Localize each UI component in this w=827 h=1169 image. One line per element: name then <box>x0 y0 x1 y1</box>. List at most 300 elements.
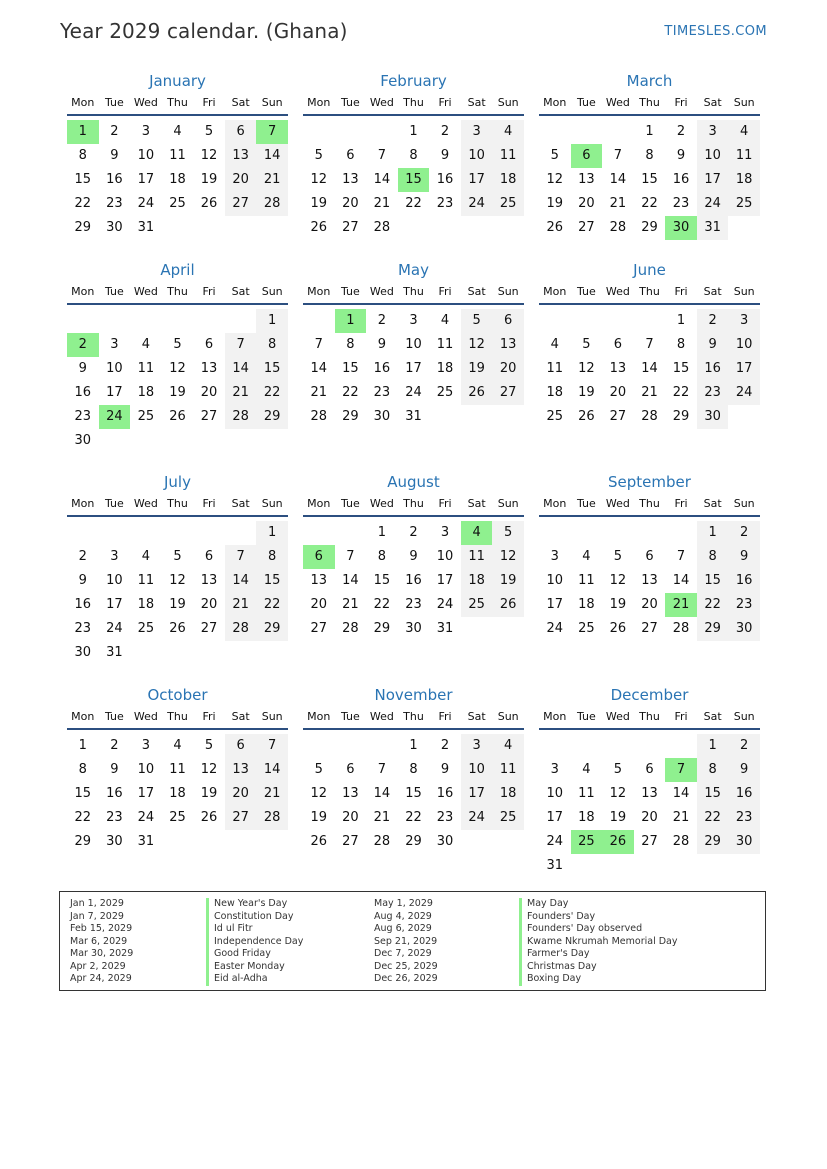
day-cell: 18 <box>492 168 524 192</box>
day-cell: 6 <box>346 148 355 163</box>
legend-holiday-name: Easter Monday <box>206 961 303 974</box>
day-cell: 14 <box>373 786 391 801</box>
brand-link[interactable]: TIMESLES.COM <box>664 24 767 39</box>
day-cell: 18 <box>728 168 760 192</box>
weekday-label: Thu <box>167 710 188 723</box>
day-cell: 4 <box>492 120 524 144</box>
day-cell: 28 <box>641 409 658 424</box>
day-cell: 7 <box>314 337 323 352</box>
day-cell: 3 <box>550 762 559 777</box>
day-cell: 19 <box>169 597 186 612</box>
day-cell: 5 <box>204 124 214 139</box>
day-cell: 22 <box>697 806 729 830</box>
day-cell: 10 <box>546 786 564 801</box>
day-cell: 14 <box>310 361 328 376</box>
day-cell: 19 <box>546 196 564 211</box>
day-cell: 10 <box>697 144 729 168</box>
day-cell: 19 <box>200 786 218 801</box>
day-cell: 19 <box>461 357 493 381</box>
day-cell: 24 <box>137 196 155 211</box>
weekday-label: Mon <box>307 285 331 298</box>
day-cell: 9 <box>440 762 450 777</box>
day-cell: 4 <box>728 120 760 144</box>
day-cell: 8 <box>697 758 729 782</box>
day-cell: 7 <box>645 337 654 352</box>
day-cell: 8 <box>256 333 288 357</box>
day-cell: 26 <box>461 381 493 405</box>
day-cell: 13 <box>342 172 359 187</box>
day-cell: 9 <box>409 549 418 564</box>
weekday-label: Mon <box>543 710 567 723</box>
weekday-label: Thu <box>403 285 424 298</box>
weekday-label: Sat <box>703 710 722 723</box>
day-cell: 9 <box>676 148 686 163</box>
holiday-day-cell: 7 <box>256 120 288 144</box>
day-cell: 7 <box>613 148 623 163</box>
day-cell: 27 <box>641 621 658 636</box>
day-cell: 2 <box>409 525 418 540</box>
weekday-label: Sun <box>497 285 519 298</box>
day-cell: 30 <box>728 617 760 641</box>
weekday-label: Tue <box>340 96 360 109</box>
day-cell: 26 <box>310 220 328 235</box>
day-cell: 6 <box>492 309 524 333</box>
day-cell: 30 <box>405 621 422 636</box>
weekday-label: Fri <box>438 96 452 109</box>
day-cell: 20 <box>578 196 595 211</box>
day-cell: 9 <box>78 573 87 588</box>
legend-right-dates <box>374 898 438 986</box>
weekday-label: Sun <box>497 710 519 723</box>
day-cell: 16 <box>728 569 760 593</box>
weekday-header <box>539 96 760 116</box>
weekday-label: Tue <box>340 285 360 298</box>
day-cell: 23 <box>373 385 391 400</box>
day-cell: 8 <box>346 337 355 352</box>
day-cell: 16 <box>728 782 760 806</box>
weekday-label: Wed <box>605 497 630 510</box>
day-cell: 15 <box>697 569 729 593</box>
day-cell: 8 <box>377 549 387 564</box>
weekday-label: Tue <box>576 285 596 298</box>
day-cell: 18 <box>546 385 564 400</box>
day-cell: 12 <box>609 573 627 588</box>
day-cell: 29 <box>672 409 690 424</box>
day-cell: 9 <box>728 758 760 782</box>
weekday-label: Thu <box>167 285 188 298</box>
day-cell: 22 <box>256 593 288 617</box>
day-cell: 22 <box>373 597 391 612</box>
day-cell: 16 <box>436 172 454 187</box>
day-cell: 7 <box>377 762 387 777</box>
day-cell: 1 <box>645 124 654 139</box>
day-cell: 5 <box>550 148 559 163</box>
day-cell: 15 <box>672 361 690 376</box>
day-cell: 27 <box>225 192 257 216</box>
day-cell: 9 <box>110 148 119 163</box>
day-cell: 1 <box>697 521 729 545</box>
day-cell: 13 <box>225 758 257 782</box>
day-cell: 25 <box>461 593 493 617</box>
holiday-day-cell: 2 <box>67 333 99 357</box>
day-cell: 9 <box>78 361 87 376</box>
day-cell: 21 <box>225 593 257 617</box>
day-cell: 27 <box>200 621 218 636</box>
day-cell: 22 <box>342 385 359 400</box>
day-cell: 22 <box>641 196 658 211</box>
holiday-day-cell: 15 <box>398 168 430 192</box>
day-cell: 2 <box>440 738 450 753</box>
day-cell: 20 <box>225 168 257 192</box>
weekday-label: Fri <box>202 710 216 723</box>
day-cell: 24 <box>461 806 493 830</box>
day-cell: 3 <box>697 120 729 144</box>
day-cell: 2 <box>110 124 119 139</box>
legend-holiday-name: Founders' Day observed <box>519 923 677 936</box>
weekday-label: Fri <box>674 497 688 510</box>
month-title: August <box>387 473 440 491</box>
day-cell: 3 <box>461 734 493 758</box>
day-cell: 12 <box>492 545 524 569</box>
day-cell: 23 <box>405 597 422 612</box>
day-cell: 14 <box>225 569 257 593</box>
day-cell: 25 <box>137 409 155 424</box>
day-cell: 25 <box>492 806 524 830</box>
weekday-label: Sat <box>703 96 722 109</box>
day-cell: 18 <box>461 569 493 593</box>
day-cell: 4 <box>582 762 591 777</box>
day-cell: 28 <box>310 409 328 424</box>
day-cell: 28 <box>609 220 627 235</box>
weekday-label: Sun <box>261 285 283 298</box>
day-cell: 20 <box>609 385 627 400</box>
day-cell: 11 <box>461 545 493 569</box>
day-cell: 10 <box>436 549 454 564</box>
day-cell: 4 <box>141 549 151 564</box>
day-cell: 2 <box>676 124 686 139</box>
day-cell: 29 <box>697 617 729 641</box>
day-cell: 30 <box>106 834 123 849</box>
day-cell: 21 <box>342 597 359 612</box>
legend-holiday-name: Founders' Day <box>519 911 677 924</box>
day-cell: 12 <box>461 333 493 357</box>
day-cell: 4 <box>173 738 182 753</box>
month-title: November <box>374 686 453 704</box>
weekday-label: Mon <box>543 96 567 109</box>
day-cell: 31 <box>106 645 123 660</box>
day-cell: 27 <box>641 834 658 849</box>
day-cell: 21 <box>256 782 288 806</box>
day-cell: 3 <box>141 124 151 139</box>
weekday-header <box>303 710 524 730</box>
day-cell: 14 <box>342 573 359 588</box>
day-cell: 13 <box>200 361 218 376</box>
day-cell: 28 <box>256 806 288 830</box>
weekday-label: Wed <box>369 96 394 109</box>
day-cell: 10 <box>461 144 493 168</box>
legend-holiday-name: Constitution Day <box>206 911 303 924</box>
day-cell: 10 <box>106 573 123 588</box>
day-cell: 27 <box>225 806 257 830</box>
day-cell: 7 <box>225 333 257 357</box>
weekday-label: Sat <box>231 710 250 723</box>
day-cell: 12 <box>169 573 186 588</box>
day-cell: 2 <box>728 734 760 758</box>
weekday-label: Mon <box>307 497 331 510</box>
day-cell: 20 <box>200 597 218 612</box>
day-cell: 22 <box>697 593 729 617</box>
day-cell: 26 <box>609 621 627 636</box>
day-cell: 18 <box>578 810 595 825</box>
day-cell: 8 <box>78 762 87 777</box>
weekday-label: Tue <box>104 285 124 298</box>
holiday-day-cell: 26 <box>602 830 634 854</box>
day-cell: 25 <box>137 621 155 636</box>
day-cell: 1 <box>409 738 418 753</box>
day-cell: 7 <box>377 148 387 163</box>
day-cell: 1 <box>256 521 288 545</box>
legend-holiday-name: Boxing Day <box>519 973 677 986</box>
day-cell: 30 <box>373 409 391 424</box>
day-cell: 11 <box>728 144 760 168</box>
weekday-label: Tue <box>340 710 360 723</box>
day-cell: 6 <box>645 549 654 564</box>
day-cell: 10 <box>461 758 493 782</box>
weekday-header <box>67 710 288 730</box>
day-cell: 5 <box>613 762 623 777</box>
day-cell: 11 <box>137 361 155 376</box>
weekday-label: Mon <box>307 710 331 723</box>
day-cell: 12 <box>609 786 627 801</box>
day-cell: 14 <box>672 786 690 801</box>
day-cell: 28 <box>672 621 690 636</box>
day-cell: 6 <box>225 734 257 758</box>
day-cell: 15 <box>641 172 658 187</box>
weekday-label: Sat <box>467 710 486 723</box>
day-cell: 13 <box>609 361 627 376</box>
day-cell: 31 <box>546 858 564 873</box>
day-cell: 15 <box>256 569 288 593</box>
weekday-header <box>303 285 524 305</box>
day-cell: 15 <box>342 361 359 376</box>
day-cell: 25 <box>728 192 760 216</box>
weekday-label: Fri <box>438 285 452 298</box>
weekday-label: Fri <box>674 285 688 298</box>
legend-right-names <box>519 898 677 986</box>
day-cell: 10 <box>546 573 564 588</box>
weekday-label: Sun <box>497 497 519 510</box>
weekday-header <box>539 710 760 730</box>
day-cell: 22 <box>405 196 422 211</box>
weekday-label: Sat <box>467 285 486 298</box>
day-cell: 13 <box>225 144 257 168</box>
day-cell: 25 <box>578 621 595 636</box>
day-cell: 20 <box>310 597 328 612</box>
legend-left-names <box>206 898 303 986</box>
day-cell: 12 <box>200 148 218 163</box>
day-cell: 21 <box>256 168 288 192</box>
day-cell: 29 <box>405 834 422 849</box>
day-cell: 30 <box>106 220 123 235</box>
legend-holiday-name: Farmer's Day <box>519 948 677 961</box>
day-cell: 16 <box>405 573 422 588</box>
day-cell: 12 <box>578 361 595 376</box>
day-cell: 18 <box>169 172 186 187</box>
day-cell: 27 <box>342 220 359 235</box>
day-cell: 17 <box>106 385 123 400</box>
day-cell: 3 <box>728 309 760 333</box>
day-cell: 10 <box>405 337 422 352</box>
day-cell: 2 <box>697 309 729 333</box>
day-cell: 8 <box>645 148 654 163</box>
day-cell: 14 <box>672 573 690 588</box>
legend-holiday-name: Christmas Day <box>519 961 677 974</box>
day-cell: 31 <box>697 216 729 240</box>
day-cell: 15 <box>405 786 422 801</box>
day-cell: 17 <box>137 786 155 801</box>
day-cell: 17 <box>461 782 493 806</box>
weekday-label: Sun <box>261 497 283 510</box>
day-cell: 6 <box>346 762 355 777</box>
day-cell: 17 <box>546 810 564 825</box>
day-cell: 16 <box>672 172 690 187</box>
month-title: July <box>164 473 191 491</box>
weekday-label: Sat <box>703 285 722 298</box>
weekday-label: Sat <box>231 497 250 510</box>
legend-holiday-name: Independence Day <box>206 936 303 949</box>
day-cell: 31 <box>137 834 155 849</box>
day-cell: 23 <box>74 621 92 636</box>
day-cell: 27 <box>609 409 627 424</box>
day-cell: 3 <box>141 738 151 753</box>
day-cell: 9 <box>697 333 729 357</box>
day-cell: 3 <box>461 120 493 144</box>
day-cell: 11 <box>546 361 564 376</box>
weekday-label: Wed <box>369 497 394 510</box>
holiday-day-cell: 25 <box>571 830 603 854</box>
day-cell: 12 <box>200 762 218 777</box>
day-cell: 5 <box>582 337 591 352</box>
day-cell: 16 <box>697 357 729 381</box>
weekday-label: Mon <box>71 285 95 298</box>
holiday-day-cell: 1 <box>67 120 99 144</box>
weekday-label: Tue <box>104 710 124 723</box>
day-cell: 17 <box>436 573 454 588</box>
month-title: February <box>380 72 447 90</box>
day-cell: 14 <box>256 758 288 782</box>
day-cell: 26 <box>310 834 328 849</box>
day-cell: 25 <box>436 385 454 400</box>
day-cell: 28 <box>256 192 288 216</box>
day-cell: 17 <box>728 357 760 381</box>
day-cell: 22 <box>405 810 422 825</box>
weekday-label: Fri <box>202 497 216 510</box>
weekday-label: Thu <box>639 710 660 723</box>
day-cell: 29 <box>342 409 359 424</box>
weekday-label: Sat <box>231 96 250 109</box>
day-cell: 2 <box>440 124 450 139</box>
month-title: June <box>633 261 666 279</box>
day-cell: 12 <box>169 361 186 376</box>
day-cell: 17 <box>137 172 155 187</box>
day-cell: 6 <box>225 120 257 144</box>
day-cell: 21 <box>373 810 391 825</box>
day-cell: 25 <box>169 196 186 211</box>
day-cell: 27 <box>342 834 359 849</box>
day-cell: 2 <box>110 738 119 753</box>
day-cell: 26 <box>492 593 524 617</box>
weekday-label: Wed <box>369 285 394 298</box>
day-cell: 28 <box>225 617 257 641</box>
weekday-label: Tue <box>104 497 124 510</box>
day-cell: 16 <box>74 385 92 400</box>
day-cell: 13 <box>578 172 595 187</box>
weekday-label: Tue <box>104 96 124 109</box>
weekday-label: Tue <box>576 710 596 723</box>
day-cell: 18 <box>578 597 595 612</box>
weekday-header <box>67 96 288 116</box>
weekday-label: Sun <box>733 96 755 109</box>
weekday-label: Mon <box>71 710 95 723</box>
legend-date: Apr 24, 2029 <box>70 973 132 984</box>
day-cell: 8 <box>409 148 418 163</box>
day-cell: 24 <box>436 597 454 612</box>
day-cell: 7 <box>256 734 288 758</box>
day-cell: 22 <box>74 810 92 825</box>
day-cell: 24 <box>106 621 123 636</box>
weekday-label: Wed <box>133 710 158 723</box>
weekday-label: Fri <box>674 96 688 109</box>
day-cell: 26 <box>200 196 218 211</box>
holiday-day-cell: 1 <box>335 309 367 333</box>
day-cell: 7 <box>225 545 257 569</box>
day-cell: 22 <box>74 196 92 211</box>
day-cell: 7 <box>676 549 686 564</box>
day-cell: 29 <box>697 830 729 854</box>
day-cell: 1 <box>256 309 288 333</box>
day-cell: 28 <box>225 405 257 429</box>
day-cell: 12 <box>310 172 328 187</box>
weekday-label: Sun <box>261 96 283 109</box>
holiday-legend <box>59 891 766 991</box>
day-cell: 11 <box>578 573 595 588</box>
day-cell: 18 <box>169 786 186 801</box>
holiday-day-cell: 7 <box>665 758 697 782</box>
day-cell: 9 <box>440 148 450 163</box>
day-cell: 4 <box>582 549 591 564</box>
legend-date: Aug 4, 2029 <box>374 910 432 922</box>
day-cell: 18 <box>137 597 155 612</box>
day-cell: 2 <box>728 521 760 545</box>
day-cell: 5 <box>204 738 214 753</box>
weekday-header <box>539 285 760 305</box>
day-cell: 15 <box>373 573 391 588</box>
day-cell: 26 <box>169 621 186 636</box>
day-cell: 19 <box>200 172 218 187</box>
weekday-label: Thu <box>639 96 660 109</box>
day-cell: 7 <box>346 549 355 564</box>
day-cell: 19 <box>609 597 627 612</box>
legend-date: Jan 1, 2029 <box>70 898 124 909</box>
day-cell: 15 <box>697 782 729 806</box>
day-cell: 4 <box>440 313 450 328</box>
weekday-label: Sun <box>733 497 755 510</box>
weekday-label: Thu <box>639 285 660 298</box>
weekday-header <box>67 497 288 517</box>
day-cell: 21 <box>641 385 658 400</box>
legend-left-dates <box>70 898 133 986</box>
day-cell: 17 <box>546 597 564 612</box>
